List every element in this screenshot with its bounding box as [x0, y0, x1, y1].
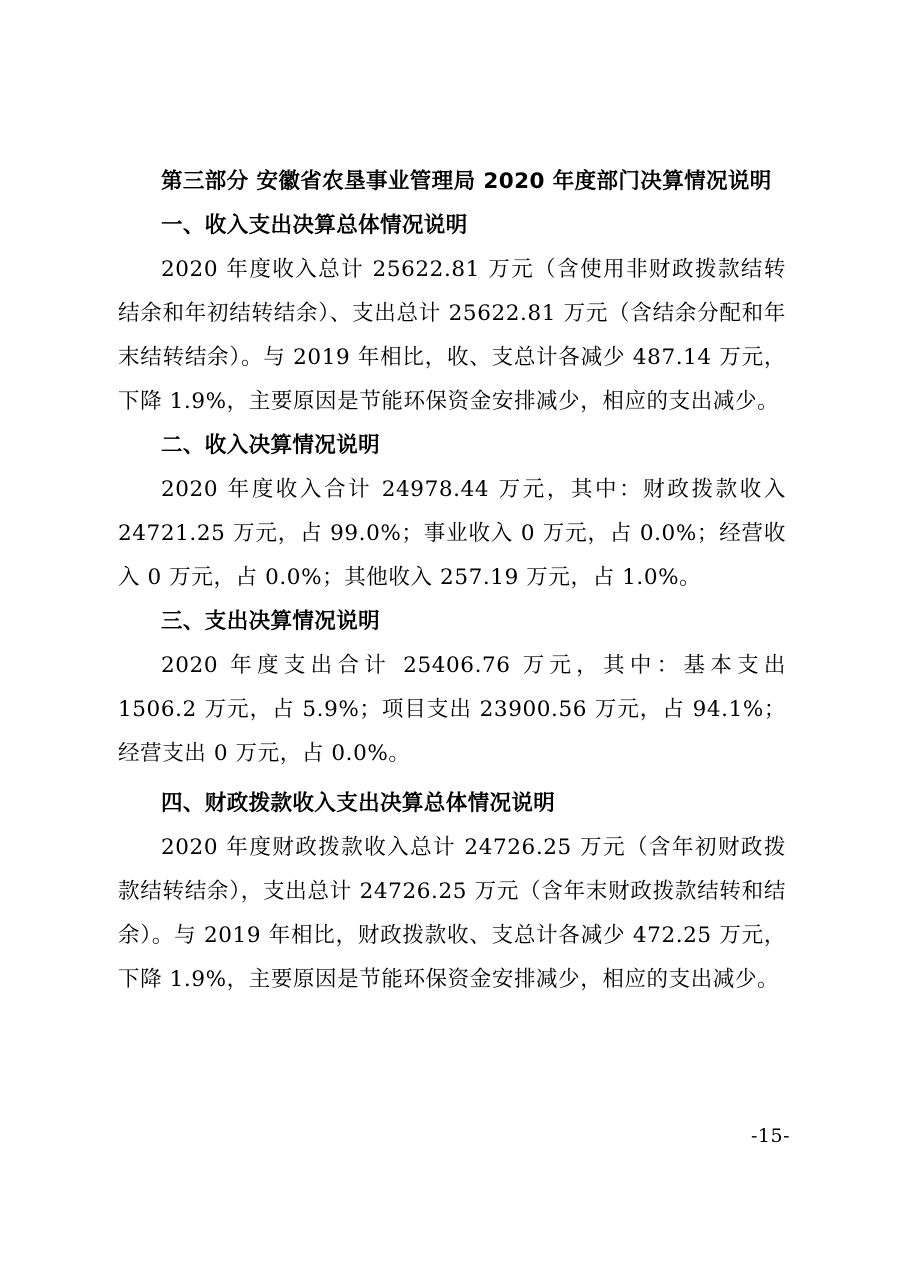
section-heading-1: 一、收入支出决算总体情况说明 — [161, 213, 468, 238]
section-heading-3: 三、支出决算情况说明 — [161, 609, 381, 634]
section-paragraph-1: 2020 年度收入总计 25622.81 万元（含使用非财政拨款结转结余和年初结转结余）、支出总计 25622.81 万元（含结余分配和年末结转结余）。与 2019 年相比，收、支总计各减少 487.14 万元，下降 1.9%，主要原因是节能环保资金安排减少，相应的支出减少。 — [118, 257, 786, 414]
section-paragraph-2: 2020 年度收入合计 24978.44 万元，其中：财政拨款收入 24721.25 万元，占 99.0%；事业收入 0 万元，占 0.0%；经营收入 0 万元，占 0.0%；其他收入 257.19 万元，占 1.0%。 — [118, 477, 786, 590]
section-heading-4: 四、财政拨款收入支出决算总体情况说明 — [161, 791, 556, 816]
document-body — [118, 160, 786, 1002]
page-number: -15- — [750, 1125, 790, 1147]
section-paragraph-4: 2020 年度财政拨款收入总计 24726.25 万元（含年初财政拨款结转结余），支出总计 24726.25 万元（含年末财政拨款结转和结余）。与 2019 年相比，财政拨款收、支总计各减少 472.25 万元，下降 1.9%，主要原因是节能环保资金安排减少，相应的支出减少。 — [118, 835, 786, 992]
section-heading-2: 二、收入决算情况说明 — [161, 433, 381, 458]
section-paragraph-3: 2020 年度支出合计 25406.76 万元，其中：基本支出 1506.2 万元，占 5.9%；项目支出 23900.56 万元，占 94.1%；经营支出 0 万元，占 0.0%。 — [118, 653, 786, 766]
page-title: 第三部分 安徽省农垦事业管理局 2020 年度部门决算情况说明 — [161, 169, 772, 194]
